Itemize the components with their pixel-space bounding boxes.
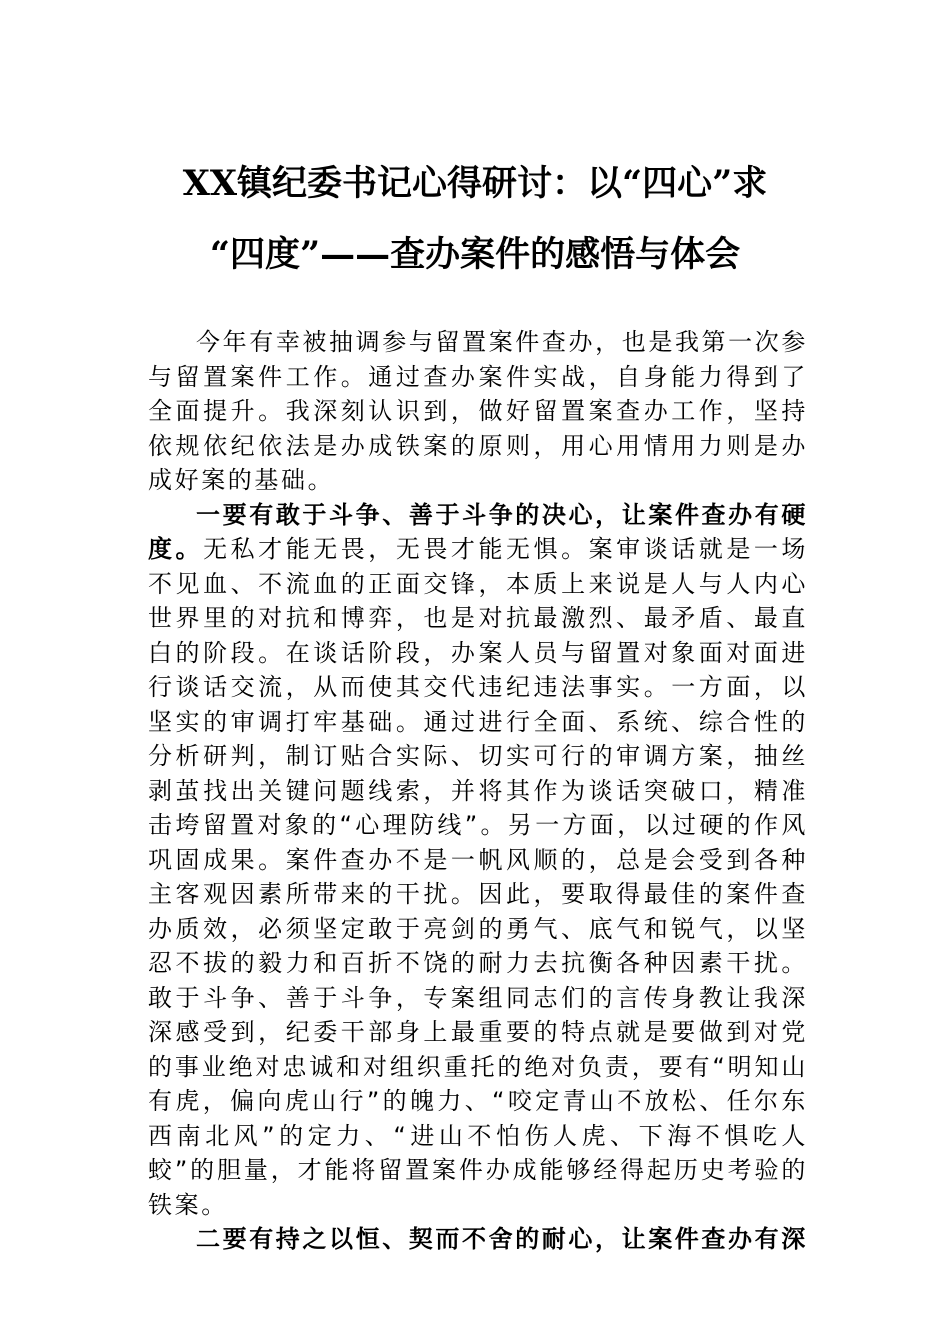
document-title-line-2: “四度”——查办案件的感悟与体会: [209, 234, 741, 275]
paragraph-lead: 一要有敢于斗争、善于斗争的决心，让案件查办有硬度。: [148, 499, 808, 563]
paragraph-point-2: [148, 1222, 808, 1257]
paragraph-text: 无私才能无畏，无畏才能无惧。案审谈话就是一场不见血、不流血的正面交锋，本质上来说是人与人内心世界里的对抗和博弈，也是对抗最激烈、最矛盾、最直白的阶段。在谈话阶段，办案人员与留置对象面对面进行谈话交流，从而使其交代违纪违法事实。一方面，以坚实的审调打牢基础。通过进行全面、系统、综合性的分析研判，制订贴合实际、切实可行的审调方案，抽丝剥茧找出关键问题线索，并将其作为谈话突破口，精准击垮留置对象的“心理防线”。另一方面，以过硬的作风巩固成果。案件查办不是一帆风顺的，总是会受到各种主客观因素所带来的干扰。因此，要取得最佳的案件查办质效，必须坚定敢于亮剑的勇气、底气和锐气，以坚忍不拔的毅力和百折不饶的耐力去抗衡各种因素干扰。敢于斗争、善于斗争，专案组同志们的言传身教让我深深感受到，纪委干部身上最重要的特点就是要做到对党的事业绝对忠诚和对组织重托的绝对负责，要有“明知山有虎，偏向虎山行”的魄力、“咬定青山不放松、任尔东西南北风”的定力、“进山不怕伤人虎、下海不惧吃人蛟”的胆量，才能将留置案件办成能够经得起历史考验的铁案。: [148, 535, 808, 1219]
document-body: [148, 325, 808, 1257]
document-title-line-1: XX镇纪委书记心得研讨：以“四心”求: [182, 163, 768, 204]
paragraph-lead: 二要有持之以恒、契而不舍的耐心，让案件查办有深: [196, 1224, 808, 1253]
paragraph-text: 今年有幸被抽调参与留置案件查办，也是我第一次参与留置案件工作。通过查办案件实战，自身能力得到了全面提升。我深刻认识到，做好留置案查办工作，坚持依规依纪依法是办成铁案的原则，用心用情用力则是办成好案的基础。: [148, 328, 808, 494]
paragraph-point-1: [148, 498, 808, 1223]
paragraph-intro: [148, 325, 808, 498]
